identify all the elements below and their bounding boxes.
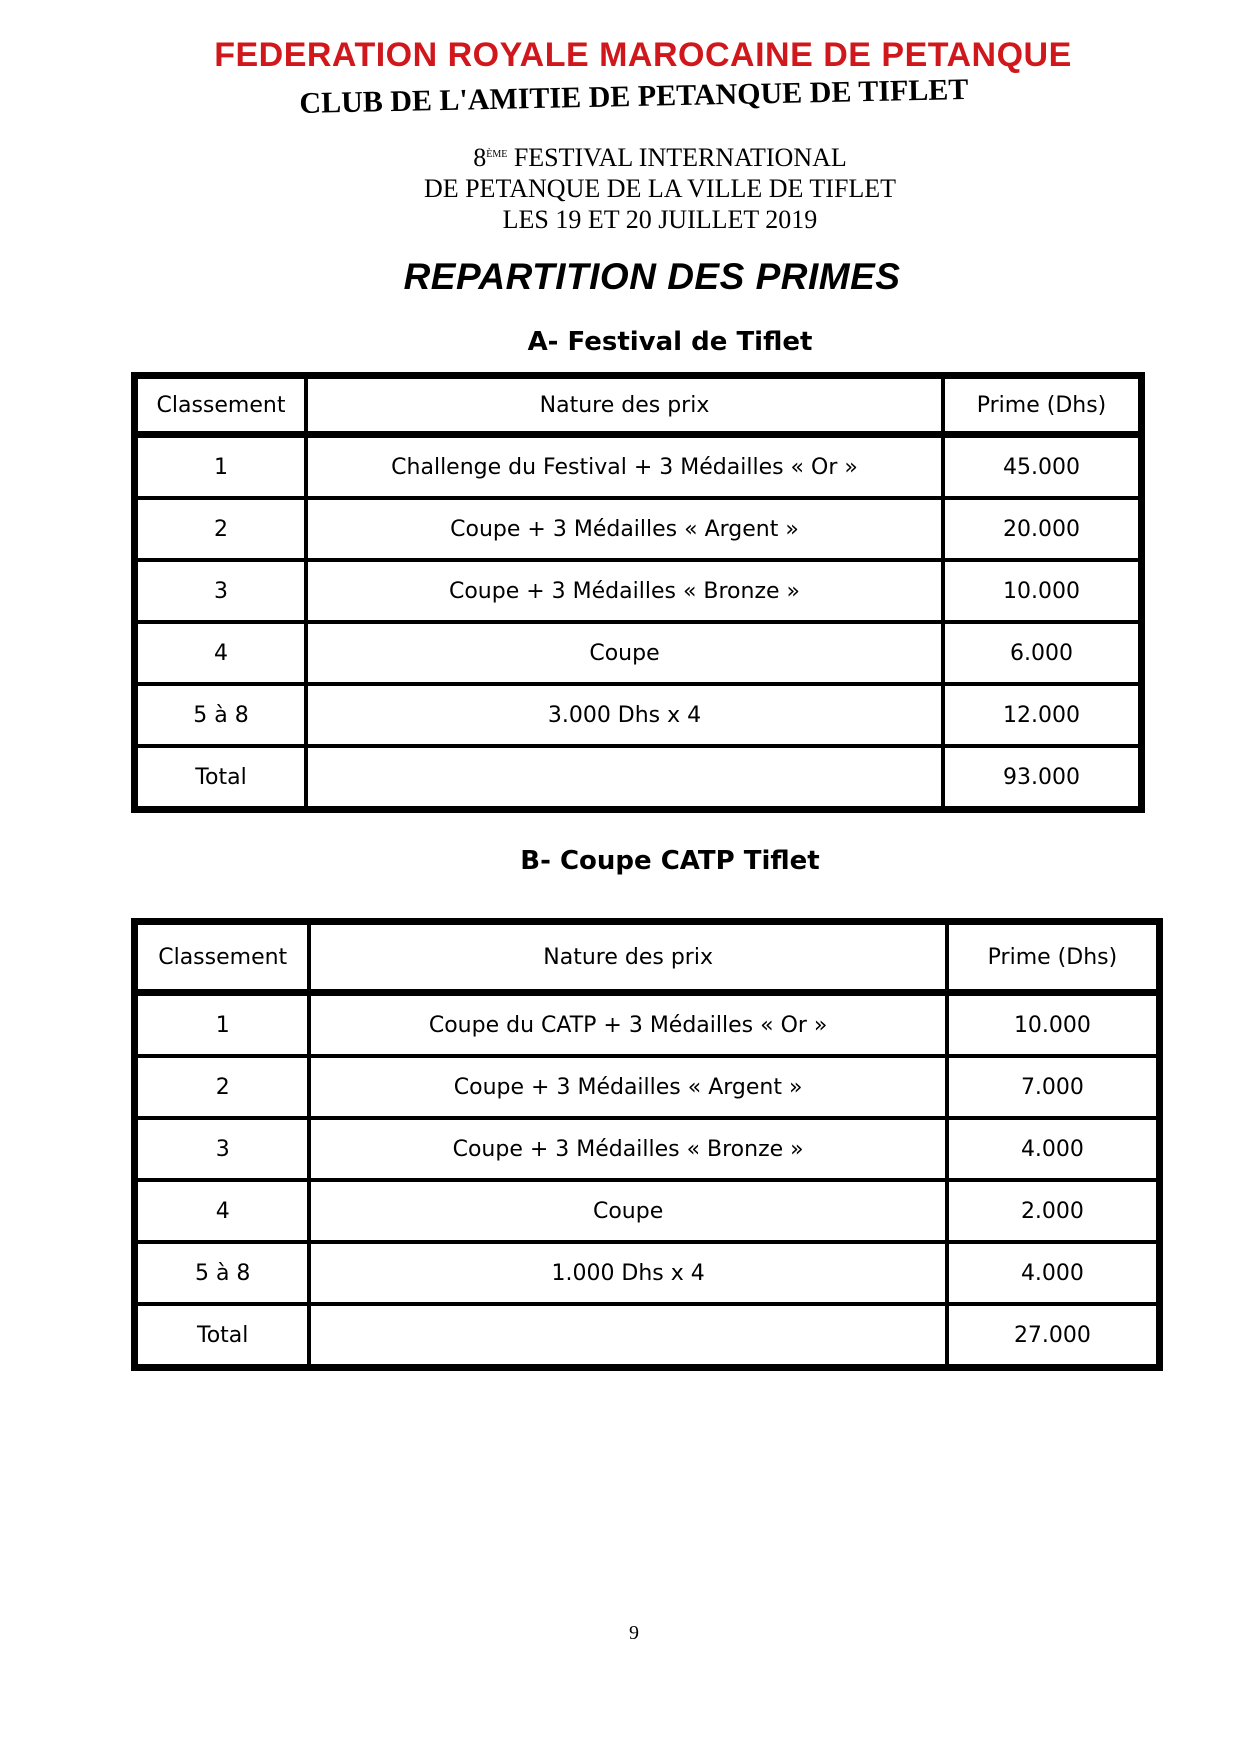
page-title: REPARTITION DES PRIMES xyxy=(403,256,901,297)
festival-name: FESTIVAL INTERNATIONAL xyxy=(507,143,847,172)
column-header-classement: Classement xyxy=(136,923,309,994)
amount-cell: 12.000 xyxy=(943,684,1140,746)
rank-cell: 5 à 8 xyxy=(136,684,306,746)
federation-heading: FEDERATION ROYALE MAROCAINE DE PETANQUE xyxy=(214,36,1072,74)
festival-info xyxy=(380,138,940,235)
total-row xyxy=(136,746,1140,808)
total-row xyxy=(136,1304,1158,1366)
column-header-nature: Nature des prix xyxy=(309,923,946,994)
amount-cell: 7.000 xyxy=(947,1056,1158,1118)
amount-cell: 6.000 xyxy=(943,622,1140,684)
prize-cell: Coupe + 3 Médailles « Argent » xyxy=(306,498,943,560)
column-header-prime: Prime (Dhs) xyxy=(947,923,1158,994)
prize-cell: Coupe xyxy=(309,1180,946,1242)
table-row xyxy=(136,1242,1158,1304)
section-b-table xyxy=(131,918,1163,1371)
table-row xyxy=(136,622,1140,684)
amount-cell: 45.000 xyxy=(943,436,1140,498)
table-row xyxy=(136,498,1140,560)
table-row xyxy=(136,436,1140,498)
page-number: 9 xyxy=(629,1622,639,1644)
festival-dates: LES 19 ET 20 JUILLET 2019 xyxy=(502,205,818,234)
prize-cell: Coupe + 3 Médailles « Argent » xyxy=(309,1056,946,1118)
rank-cell: 4 xyxy=(136,622,306,684)
table-header-row xyxy=(136,377,1140,436)
rank-cell: 1 xyxy=(136,994,309,1056)
rank-cell: 2 xyxy=(136,498,306,560)
prize-cell xyxy=(306,746,943,808)
table-row xyxy=(136,994,1158,1056)
prize-cell: Challenge du Festival + 3 Médailles « Or » xyxy=(306,436,943,498)
rank-cell: 3 xyxy=(136,560,306,622)
prize-cell: Coupe du CATP + 3 Médailles « Or » xyxy=(309,994,946,1056)
prize-cell xyxy=(309,1304,946,1366)
prize-cell: 1.000 Dhs x 4 xyxy=(309,1242,946,1304)
total-label-cell: Total xyxy=(136,746,306,808)
table-header-row xyxy=(136,923,1158,994)
column-header-nature: Nature des prix xyxy=(306,377,943,436)
table-row xyxy=(136,1056,1158,1118)
table-row xyxy=(136,1180,1158,1242)
section-a-title: A- Festival de Tiflet xyxy=(527,327,813,357)
rank-cell: 2 xyxy=(136,1056,309,1118)
section-b-title: B- Coupe CATP Tiflet xyxy=(520,846,820,876)
prize-cell: Coupe + 3 Médailles « Bronze » xyxy=(306,560,943,622)
club-heading: CLUB DE L'AMITIE DE PETANQUE DE TIFLET xyxy=(299,72,969,121)
table-row xyxy=(136,560,1140,622)
festival-number: 8 xyxy=(473,143,487,172)
festival-line-2: DE PETANQUE DE LA VILLE DE TIFLET xyxy=(423,174,897,203)
amount-cell: 20.000 xyxy=(943,498,1140,560)
prize-cell: Coupe + 3 Médailles « Bronze » xyxy=(309,1118,946,1180)
total-amount-cell: 93.000 xyxy=(943,746,1140,808)
section-a-table xyxy=(131,372,1145,813)
festival-line-1 xyxy=(380,138,940,173)
amount-cell: 2.000 xyxy=(947,1180,1158,1242)
amount-cell: 4.000 xyxy=(947,1242,1158,1304)
table-row xyxy=(136,684,1140,746)
column-header-classement: Classement xyxy=(136,377,306,436)
rank-cell: 1 xyxy=(136,436,306,498)
column-header-prime: Prime (Dhs) xyxy=(943,377,1140,436)
amount-cell: 4.000 xyxy=(947,1118,1158,1180)
prize-cell: 3.000 Dhs x 4 xyxy=(306,684,943,746)
festival-ordinal-suffix: ème xyxy=(486,146,508,161)
amount-cell: 10.000 xyxy=(943,560,1140,622)
total-amount-cell: 27.000 xyxy=(947,1304,1158,1366)
rank-cell: 5 à 8 xyxy=(136,1242,309,1304)
amount-cell: 10.000 xyxy=(947,994,1158,1056)
rank-cell: 3 xyxy=(136,1118,309,1180)
prize-cell: Coupe xyxy=(306,622,943,684)
total-label-cell: Total xyxy=(136,1304,309,1366)
rank-cell: 4 xyxy=(136,1180,309,1242)
table-row xyxy=(136,1118,1158,1180)
